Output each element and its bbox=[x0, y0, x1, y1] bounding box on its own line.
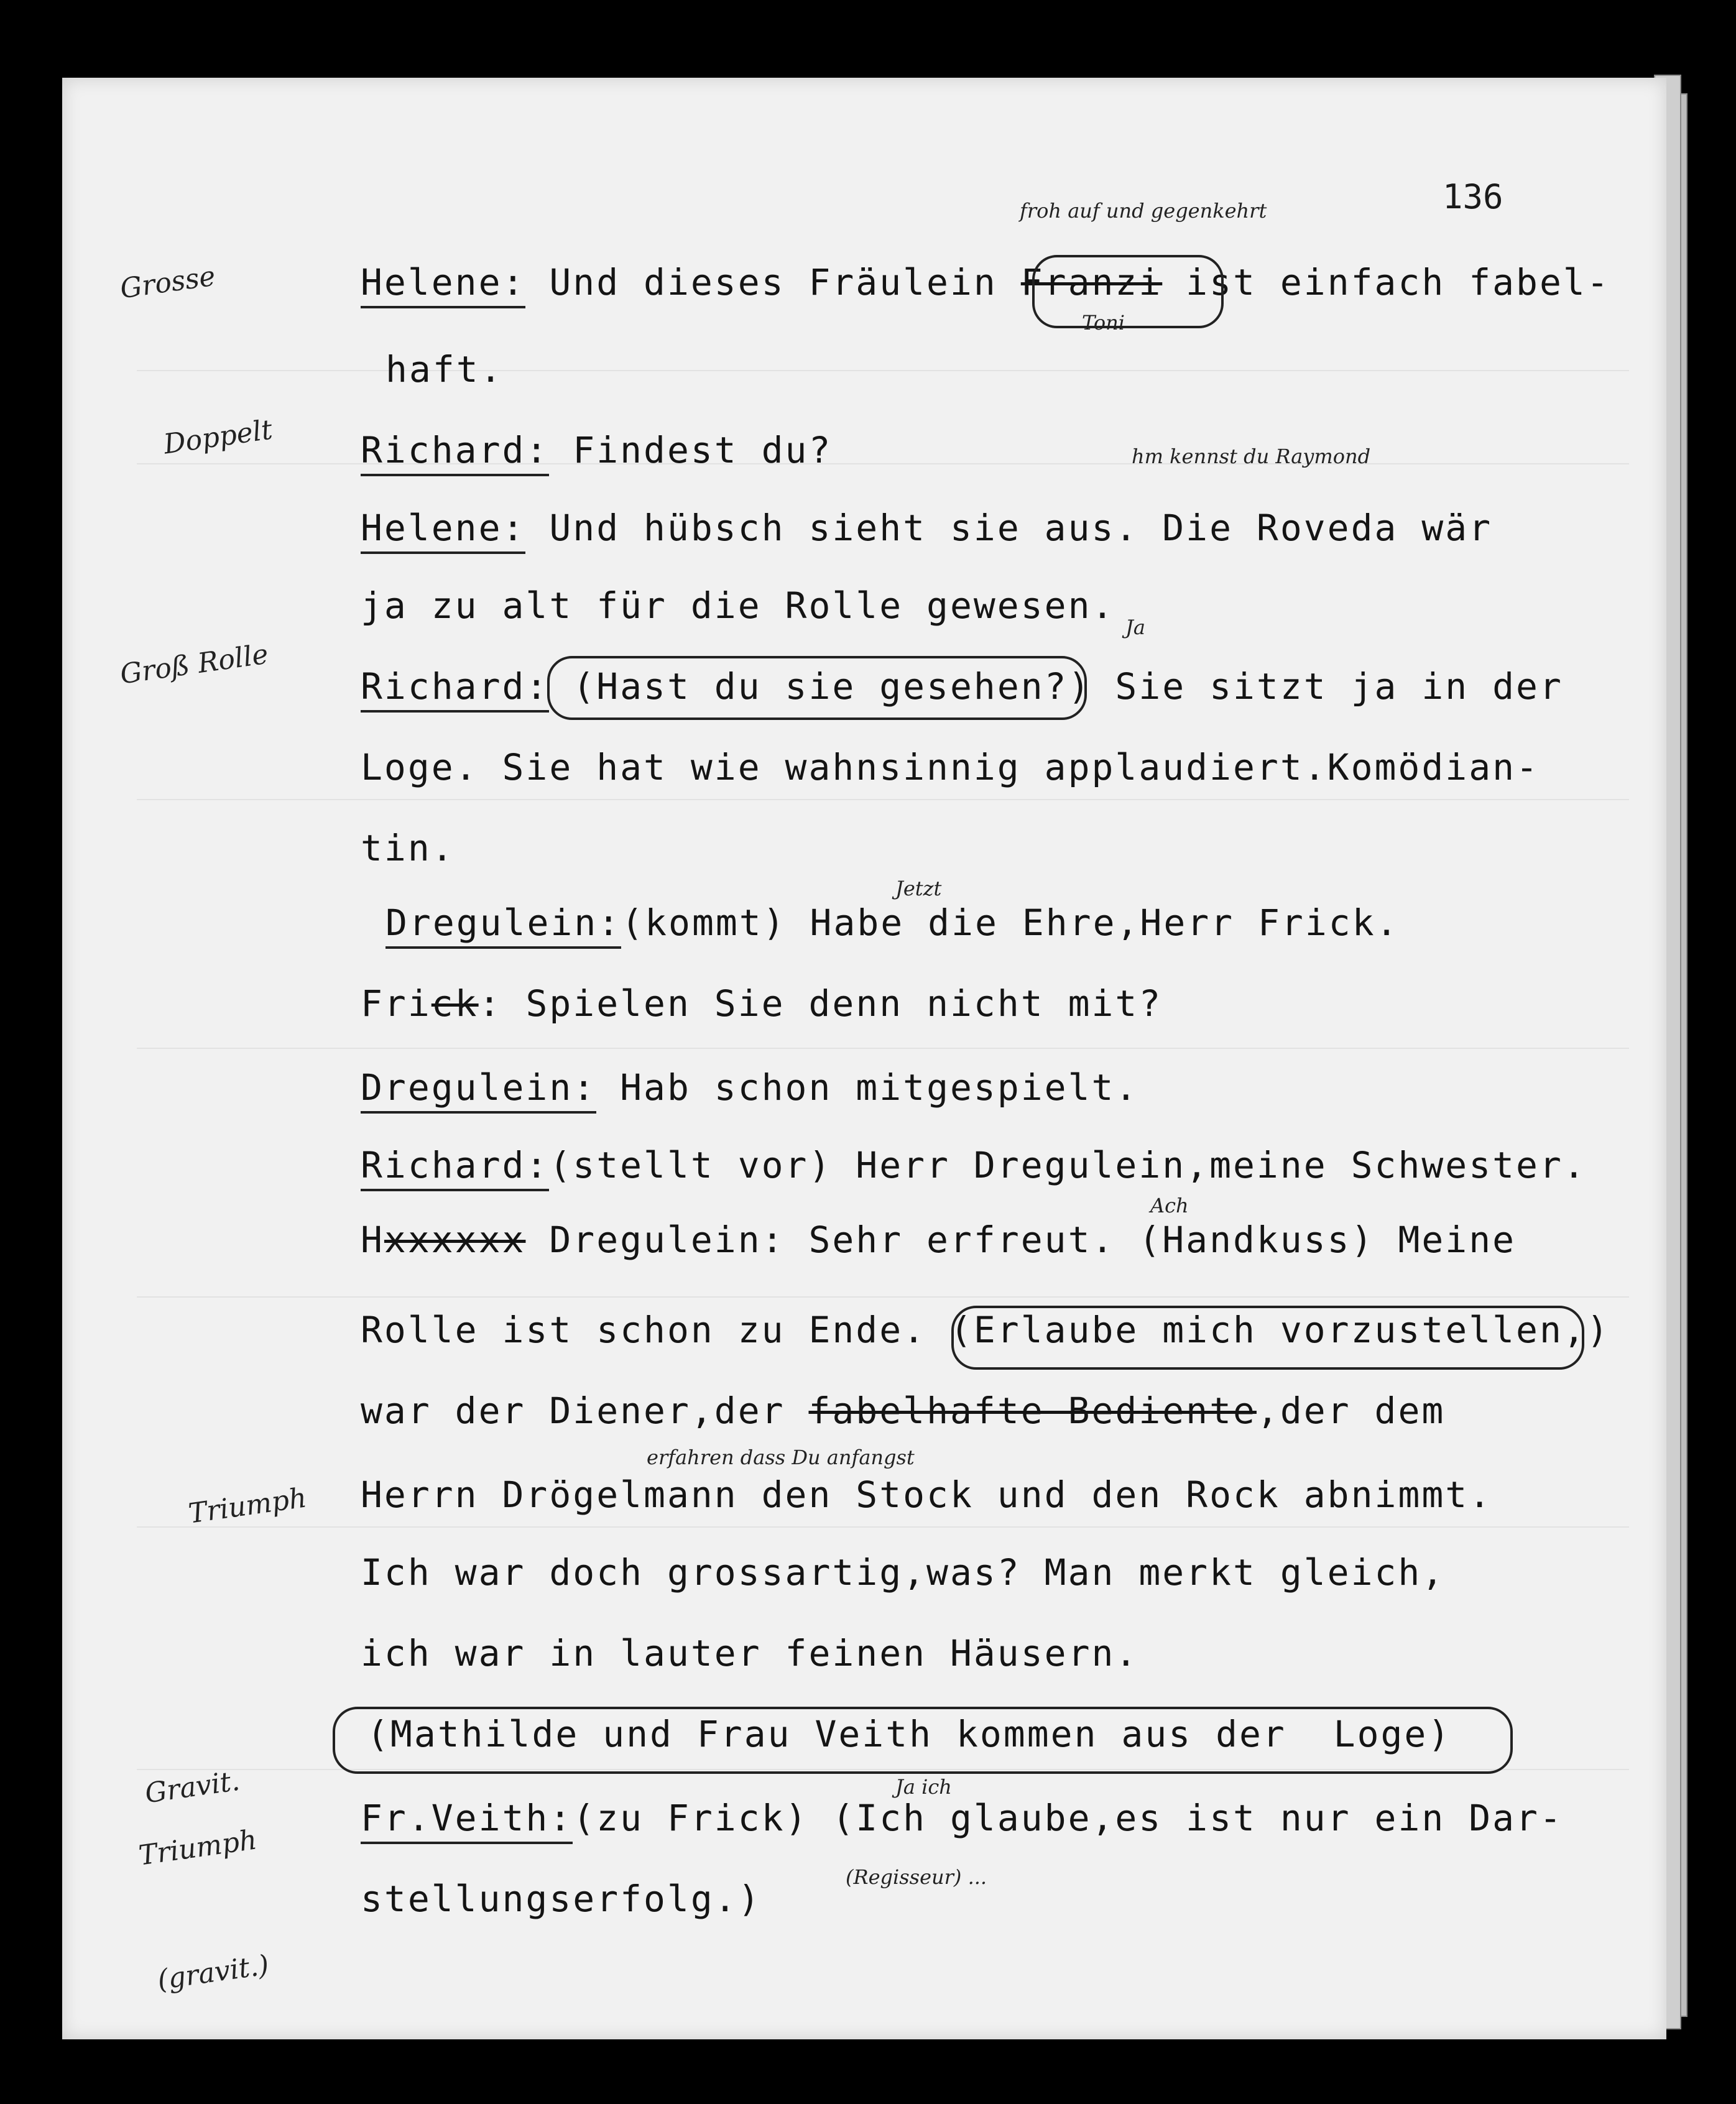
bracket-mark bbox=[1032, 255, 1224, 328]
typed-line bbox=[361, 746, 1540, 788]
line-text: Und dieses Fräulein bbox=[525, 261, 1021, 303]
speaker-name: Dregulein: bbox=[386, 902, 621, 949]
line-text: (zu Frick) (Ich glaube,es ist nur ein Dar- bbox=[573, 1797, 1563, 1839]
line-text: Loge. Sie hat wie wahnsinnig applaudiert.Komödian- bbox=[361, 746, 1540, 788]
line-text: haft. bbox=[386, 348, 504, 390]
show-through-line bbox=[137, 1526, 1629, 1528]
typed-line bbox=[361, 1551, 1445, 1594]
speaker-name: Dregulein: bbox=[361, 1066, 596, 1114]
bracket-mark bbox=[547, 656, 1087, 720]
show-through-line bbox=[137, 1296, 1629, 1298]
margin-note: (gravit.) bbox=[155, 1949, 271, 1996]
speaker-name: Richard: bbox=[361, 429, 549, 476]
line-text: ja zu alt für die Rolle gewesen. bbox=[361, 584, 1115, 627]
show-through-line bbox=[137, 1048, 1629, 1049]
struck-text: xxxxxx bbox=[384, 1219, 526, 1261]
inline-note: Ach bbox=[1150, 1194, 1189, 1217]
line-text-tail: Dregulein: Sehr erfreut. (Handkuss) Meine bbox=[525, 1219, 1517, 1261]
line-text: Herrn Drögelmann den Stock und den Rock abnimmt. bbox=[361, 1474, 1493, 1516]
typed-line bbox=[361, 1878, 762, 1920]
typed-line bbox=[361, 1066, 1138, 1109]
typed-line bbox=[361, 982, 1162, 1025]
margin-note: Triumph bbox=[137, 1824, 259, 1872]
line-text-tail: ist einfach fabel- bbox=[1162, 261, 1610, 303]
show-through-line bbox=[137, 370, 1629, 371]
line-text: tin. bbox=[361, 827, 455, 869]
line-text: (Mathilde und Frau Veith kommen aus der Loge) bbox=[367, 1713, 1452, 1755]
line-text: war der Diener,der bbox=[361, 1390, 809, 1432]
line-text: Hab schon mitgespielt. bbox=[596, 1066, 1139, 1109]
typed-line bbox=[386, 348, 504, 390]
typed-line bbox=[361, 261, 1610, 303]
line-text: Und hübsch sieht sie aus. Die Roveda wär bbox=[525, 507, 1493, 549]
line-text: Findest du? bbox=[549, 429, 833, 471]
inline-note: Jetzt bbox=[895, 877, 942, 900]
speaker-name: Richard: bbox=[361, 665, 549, 713]
typed-line bbox=[361, 429, 832, 471]
typed-line bbox=[361, 827, 455, 869]
margin-note: Doppelt bbox=[162, 413, 275, 461]
struck-text: fabelhafte Bediente bbox=[808, 1390, 1257, 1432]
line-text: Rolle ist schon zu Ende. (Erlaube mich vorzustellen,) bbox=[361, 1309, 1610, 1351]
typed-line bbox=[361, 1474, 1492, 1516]
speaker-name: Helene: bbox=[361, 261, 525, 308]
typed-line bbox=[361, 1390, 1445, 1432]
line-text: (kommt) Habe die Ehre,Herr Frick. bbox=[621, 902, 1400, 944]
line-text: stellungserfolg.) bbox=[361, 1878, 762, 1920]
page-number: 136 bbox=[1443, 177, 1503, 216]
line-text: Ich war doch grossartig,was? Man merkt gleich, bbox=[361, 1551, 1446, 1594]
inline-note: erfahren dass Du anfangst bbox=[647, 1446, 915, 1469]
line-text: H bbox=[361, 1219, 384, 1261]
inline-note: froh auf und gegenkehrt bbox=[1020, 199, 1267, 223]
bracket-mark bbox=[333, 1707, 1513, 1774]
margin-note: Grosse bbox=[118, 260, 218, 305]
struck-text: ck bbox=[431, 982, 479, 1025]
margin-note: Triumph bbox=[187, 1482, 309, 1530]
struck-text: Franzi bbox=[1020, 261, 1163, 303]
inline-note: Ja ich bbox=[895, 1775, 952, 1799]
inline-note: Toni bbox=[1082, 311, 1125, 335]
line-text: (Hast du sie gesehen?) Sie sitzt ja in der bbox=[549, 665, 1563, 708]
inline-note: Ja bbox=[1125, 616, 1145, 639]
show-through-line bbox=[137, 799, 1629, 800]
line-text: Fri bbox=[361, 982, 432, 1025]
typed-line bbox=[361, 584, 1115, 627]
line-text-tail: ,der dem bbox=[1256, 1390, 1446, 1432]
line-text: (stellt vor) Herr Dregulein,meine Schwester. bbox=[549, 1144, 1587, 1186]
typed-line bbox=[361, 1797, 1563, 1839]
typed-line bbox=[361, 1632, 1138, 1674]
speaker-name: Fr.Veith: bbox=[361, 1797, 573, 1844]
margin-note: Groß Rolle bbox=[118, 638, 270, 691]
inline-note: (Regisseur) ... bbox=[846, 1865, 987, 1889]
speaker-name: Richard: bbox=[361, 1144, 549, 1191]
speaker-name: Helene: bbox=[361, 507, 525, 554]
line-text-tail: : Spielen Sie denn nicht mit? bbox=[478, 982, 1163, 1025]
typed-line bbox=[361, 507, 1492, 549]
line-text: ich war in lauter feinen Häusern. bbox=[361, 1632, 1139, 1674]
bracket-mark bbox=[951, 1306, 1584, 1370]
inline-note: hm kennst du Raymond bbox=[1132, 445, 1371, 468]
margin-note: Gravit. bbox=[143, 1765, 242, 1810]
typed-line bbox=[361, 1219, 1516, 1261]
typed-line bbox=[361, 1144, 1587, 1186]
typed-line bbox=[386, 902, 1400, 944]
